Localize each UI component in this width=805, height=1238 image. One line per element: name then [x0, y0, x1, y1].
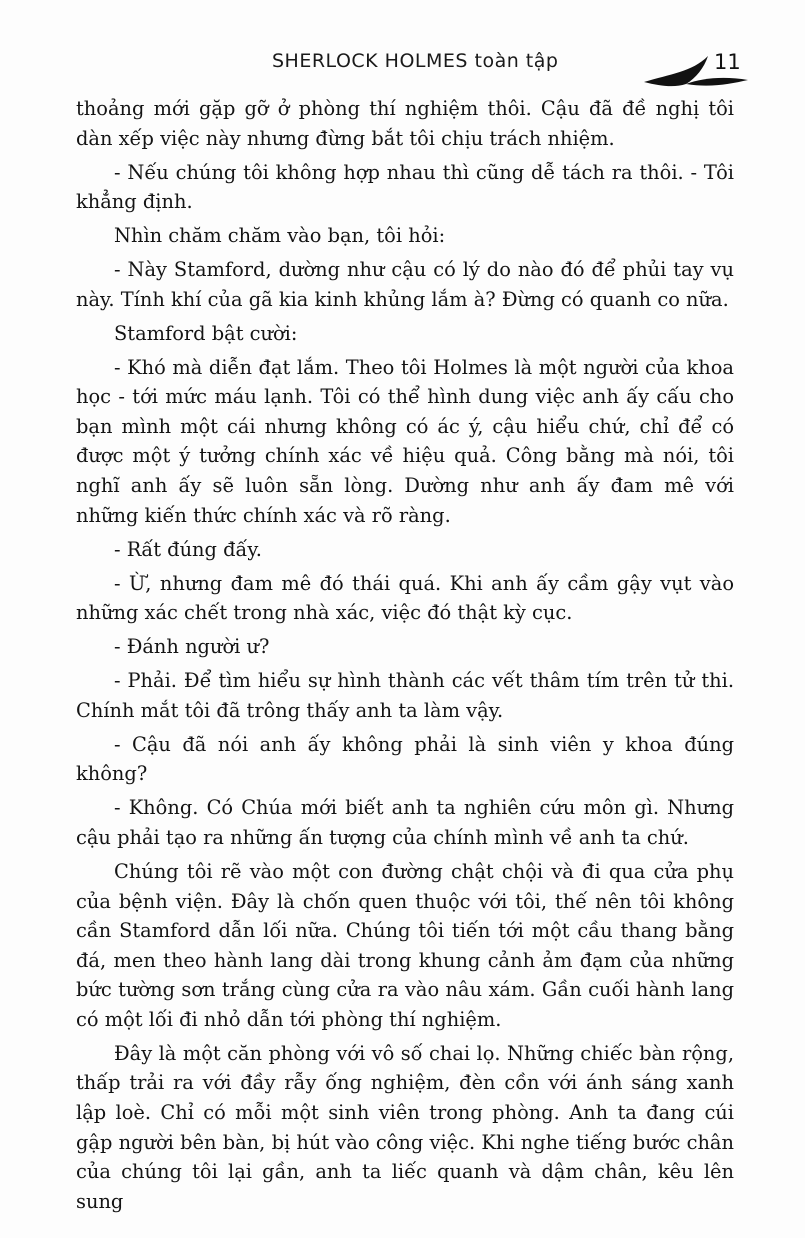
paragraph: - Không. Có Chúa mới biết anh ta nghiên cứu môn gì. Nhưng cậu phải tạo ra những ấn tượng của chính mình về anh ta chứ.: [76, 796, 734, 849]
paragraph: Đây là một căn phòng với vô số chai lọ. Những chiếc bàn rộng, thấp trải ra với đầy rẫy ống nghiệm, đèn cồn với ánh sáng xanh lập loè. Chỉ có mỗi một sinh viên trong phòng. Anh ta đang cúi gập người bên bàn, bị hút vào công việc. Khi nghe tiếng bước chân của chúng tôi lại gần, anh ta liếc quanh và dậm chân, kêu lên sung: [76, 1041, 734, 1213]
paragraph: - Cậu đã nói anh ấy không phải là sinh viên y khoa đúng không?: [76, 732, 734, 786]
book-title: SHERLOCK HOLMES toàn tập: [272, 50, 559, 72]
paragraph: - Này Stamford, dường như cậu có lý do nào đó để phủi tay vụ này. Tính khí của gã kia kinh khủng lắm à? Đừng có quanh co nữa.: [76, 258, 734, 311]
paragraph: - Khó mà diễn đạt lắm. Theo tôi Holmes là một người của khoa học - tới mức máu lạnh. Tôi có thể hình dung việc anh ấy cấu cho bạn mình một cái nhưng không có ác ý, cậu hiểu chứ, chỉ để có được một ý tưởng chính xác về hiệu quả. Công bằng mà nói, tôi nghĩ anh ấy sẽ luôn sẵn lòng. Dường như anh ấy đam mê với những kiến thức chính xác và rõ ràng.: [76, 355, 734, 527]
page-number: 11: [714, 50, 741, 74]
paragraph: - Ừ, nhưng đam mê đó thái quá. Khi anh ấy cầm gậy vụt vào những xác chết trong nhà xác, việc đó thật kỳ cục.: [76, 571, 734, 625]
paragraph: - Phải. Để tìm hiểu sự hình thành các vết thâm tím trên tử thi. Chính mắt tôi đã trông thấy anh ta làm vậy.: [76, 669, 734, 722]
paragraph: Stamford bật cười:: [114, 321, 298, 345]
paragraph: Chúng tôi rẽ vào một con đường chật chội và đi qua cửa phụ của bệnh viện. Đây là chốn quen thuộc với tôi, thế nên tôi không cần Stamford dẫn lối nữa. Chúng tôi tiến tới một cầu thang bằng đá, men theo hành lang dài trong khung cảnh ảm đạm của những bức tường sơn trắng cùng cửa ra vào nâu xám. Gần cuối hành lang có một lối đi nhỏ dẫn tới phòng thí nghiệm.: [76, 859, 734, 1031]
paragraph: - Rất đúng đấy.: [114, 537, 262, 561]
paragraph: thoảng mới gặp gỡ ở phòng thí nghiệm thôi. Cậu đã đề nghị tôi dàn xếp việc này nhưng đừng bắt tôi chịu trách nhiệm.: [76, 97, 734, 150]
paragraph: - Nếu chúng tôi không hợp nhau thì cũng dễ tách ra thôi. - Tôi khẳng định.: [76, 160, 734, 214]
running-header: [0, 44, 805, 96]
paragraph: Nhìn chăm chăm vào bạn, tôi hỏi:: [114, 224, 446, 248]
page-body-text: [76, 94, 734, 1221]
paragraph: - Đánh người ư?: [114, 635, 270, 659]
